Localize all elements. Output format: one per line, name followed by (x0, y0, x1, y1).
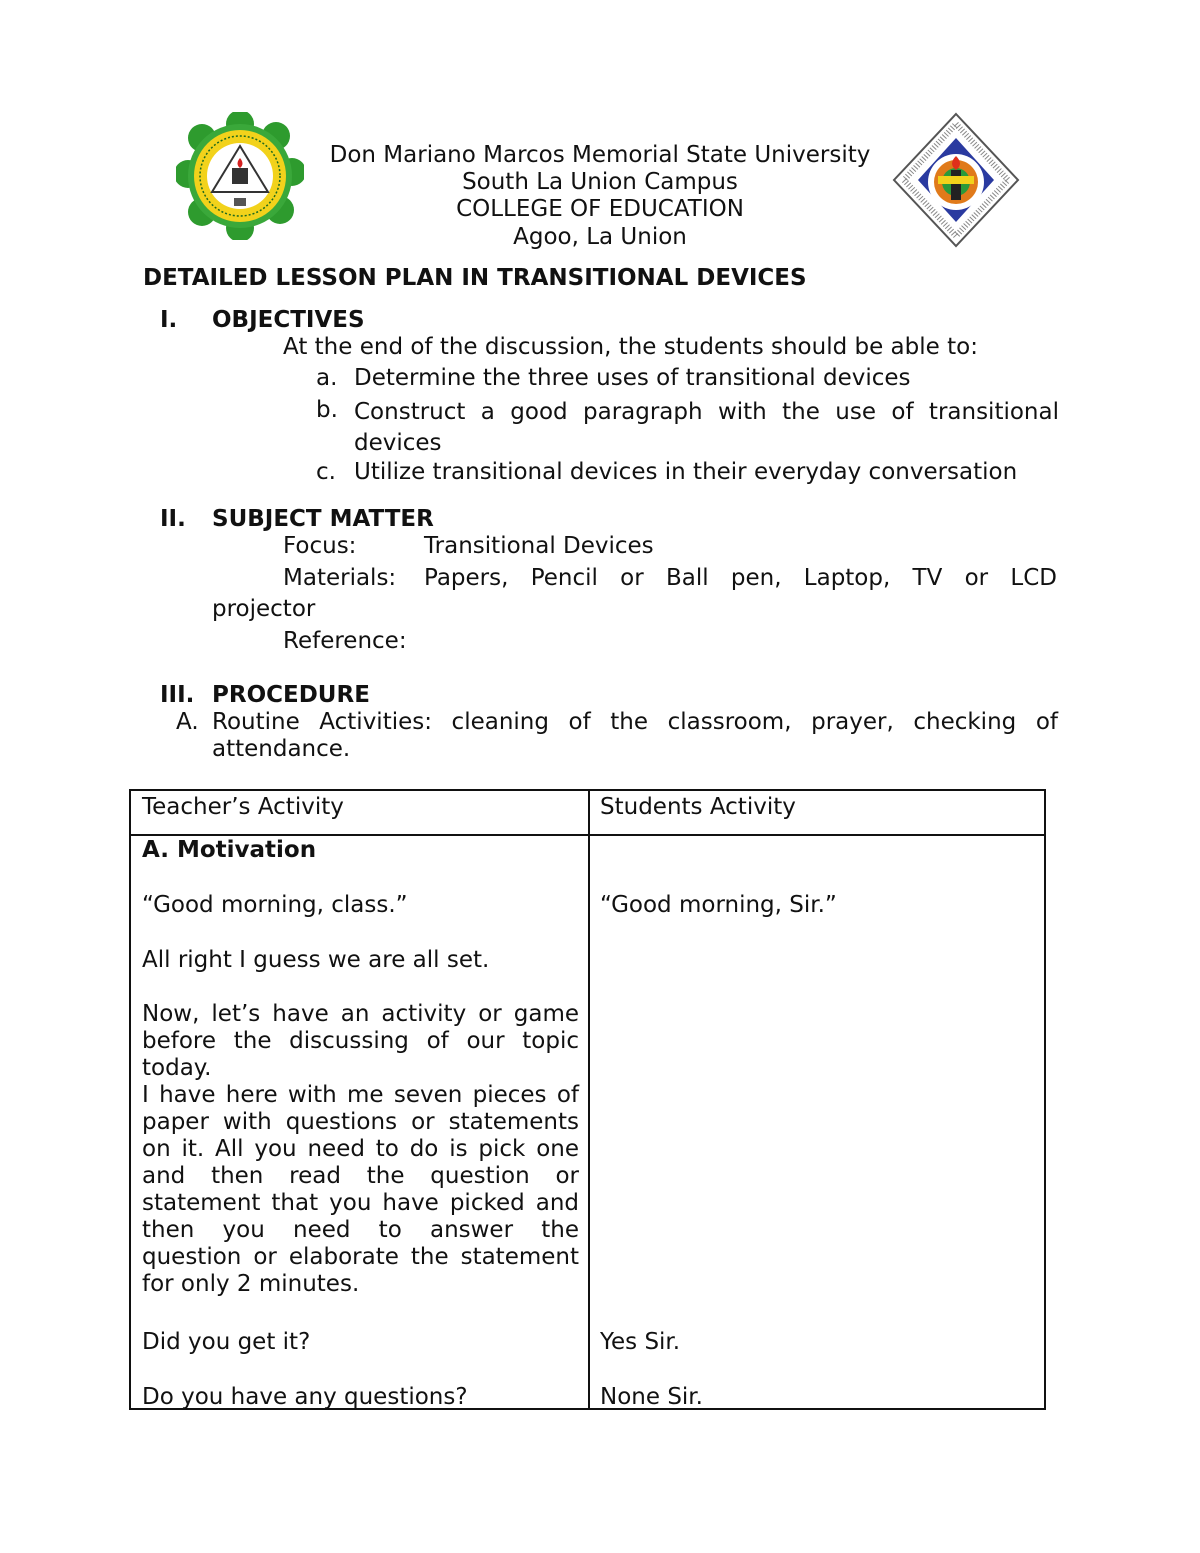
location: Agoo, La Union (513, 224, 687, 250)
teacher-greeting: “Good morning, class.” (142, 892, 408, 918)
teacher-check: Did you get it? (142, 1329, 311, 1355)
teacher-questions: Do you have any questions? (142, 1384, 468, 1410)
header-divider (131, 834, 1044, 836)
motivation-heading: A. Motivation (142, 837, 317, 863)
routine-activities-line: attendance. (212, 736, 351, 762)
objective-marker: b. (316, 397, 338, 423)
objectives-heading: OBJECTIVES (212, 307, 365, 333)
students-check: Yes Sir. (600, 1329, 681, 1355)
subject-matter-heading: SUBJECT MATTER (212, 506, 434, 532)
document-title: DETAILED LESSON PLAN IN TRANSITIONAL DEVICES (143, 265, 807, 291)
teacher-column-header: Teacher’s Activity (142, 794, 344, 820)
routine-marker: A. (176, 709, 199, 735)
students-questions: None Sir. (600, 1384, 703, 1410)
reference-label: Reference: (283, 628, 407, 654)
students-greeting: “Good morning, Sir.” (600, 892, 837, 918)
objective-marker: c. (316, 459, 336, 485)
procedure-numeral: III. (160, 682, 195, 708)
routine-activities-line: Routine Activities: cleaning of the classroom, prayer, checking of (212, 709, 1058, 735)
column-divider (588, 791, 590, 1408)
objectives-numeral: I. (160, 307, 178, 333)
objective-marker: a. (316, 365, 338, 391)
teacher-activity-intro: Now, let’s have an activity or game before the discussing of our topic today. (142, 1001, 579, 1081)
materials-value: Papers, Pencil or Ball pen, Laptop, TV or LCD (424, 565, 1057, 591)
university-name: Don Mariano Marcos Memorial State University (329, 142, 871, 168)
teacher-instructions: I have here with me seven pieces of paper with questions or statements on it. All you need to do is pick one and then read the question or statement that you have picked and then you need to answer the question or elaborate the statement for only 2 minutes. (142, 1082, 579, 1297)
subject-matter-numeral: II. (160, 506, 186, 532)
students-column-header: Students Activity (600, 794, 796, 820)
objective-item: Utilize transitional devices in their everyday conversation (354, 459, 1018, 485)
teacher-set: All right I guess we are all set. (142, 947, 490, 973)
materials-continued: projector (212, 596, 316, 622)
campus-name: South La Union Campus (462, 169, 738, 195)
objectives-intro: At the end of the discussion, the students should be able to: (283, 334, 978, 360)
objective-item: Construct a good paragraph with the use of transitional devices (354, 399, 1059, 456)
procedure-heading: PROCEDURE (212, 682, 370, 708)
focus-label: Focus: (283, 533, 357, 559)
materials-label: Materials: (283, 565, 397, 591)
college-name: COLLEGE OF EDUCATION (456, 196, 744, 222)
focus-value: Transitional Devices (424, 533, 654, 559)
activity-table (129, 789, 1046, 1410)
objective-item: Determine the three uses of transitional devices (354, 365, 911, 391)
